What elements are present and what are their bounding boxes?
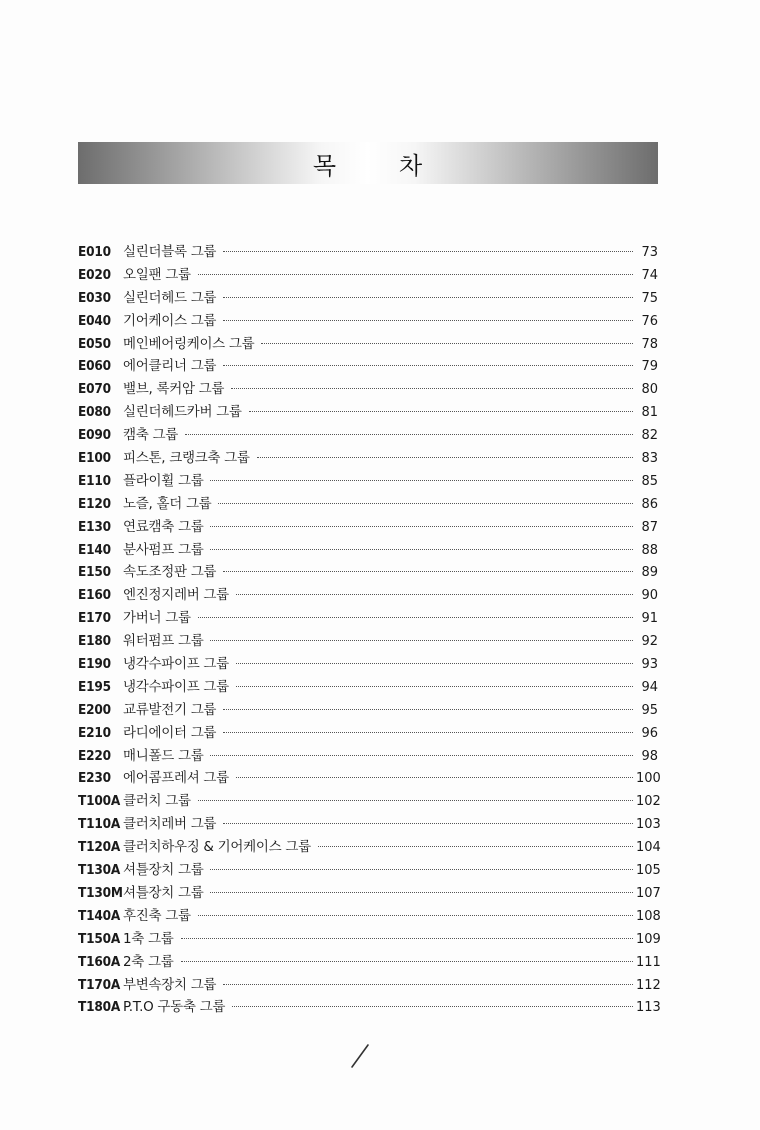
toc-entry[interactable] [78,996,661,1019]
toc-entry-code: E030 [78,289,111,306]
dot-leader [257,457,633,458]
toc-entry-code: T160A [78,953,121,970]
dot-leader [181,938,633,939]
pen-mark [348,1043,372,1069]
toc-entry-code: E160 [78,587,111,604]
toc-entry-code: E070 [78,381,111,398]
toc-entry-code: E140 [78,541,111,558]
toc-entry-title: 플라이휠 그룹 [123,472,204,489]
toc-entry-title: 실린더헤드카버 그룹 [123,404,242,421]
toc-entry-page-number: 109 [636,931,661,947]
toc-entry-page-number: 95 [641,702,658,718]
toc-entry-page-number: 111 [636,954,661,970]
toc-entry[interactable] [78,882,661,905]
toc-entry-page-number: 93 [641,657,658,673]
toc-entry-page-number: 87 [641,519,658,535]
toc-entry-code: E130 [78,518,111,535]
dot-leader [223,571,633,572]
toc-entry[interactable] [78,561,658,584]
toc-entry[interactable] [78,745,658,768]
toc-entry-title: 부변속장치 그룹 [123,976,217,993]
toc-entry-code: E195 [78,678,111,695]
toc-entry-page-number: 90 [641,588,658,604]
dot-leader [232,1006,633,1007]
toc-entry[interactable] [78,905,661,928]
page-title-char-2: 차 [399,151,424,180]
dot-leader [223,732,633,733]
toc-entry-page-number: 102 [636,794,661,810]
toc-entry-title: 메인베어링케이스 그룹 [123,335,255,352]
toc-entry-page-number: 108 [636,908,661,924]
toc-entry-title: 가버너 그룹 [123,610,191,627]
toc-entry-code: T130M [78,884,123,901]
toc-entry[interactable] [78,722,658,745]
toc-entry-title: 냉각수파이프 그룹 [123,678,229,695]
toc-entry[interactable] [78,630,658,653]
toc-entry[interactable] [78,951,661,974]
dot-leader [261,343,633,344]
toc-entry-page-number: 78 [641,336,658,352]
toc-entry-code: E230 [78,770,111,787]
dot-leader [223,984,633,985]
dot-leader [198,617,633,618]
toc-entry-title: 매니폴드 그룹 [123,747,204,764]
toc-entry-title: 엔진정지레버 그룹 [123,587,229,604]
toc-entry[interactable] [78,310,658,333]
toc-entry-page-number: 107 [636,885,661,901]
toc-entry-code: E150 [78,564,111,581]
toc-entry[interactable] [78,539,658,562]
toc-entry-page-number: 88 [641,542,658,558]
toc-entry-code: T150A [78,930,121,947]
toc-entry-code: E080 [78,404,111,421]
toc-entry-title: 에어콤프레셔 그룹 [123,770,229,787]
toc-entry-title: 에어클리너 그룹 [123,358,217,375]
toc-entry[interactable] [78,516,658,539]
toc-entry-page-number: 96 [641,725,658,741]
toc-entry-code: E200 [78,701,111,718]
toc-entry-code: E210 [78,724,111,741]
toc-entry-page-number: 91 [641,611,658,627]
toc-entry-title: 냉각수파이프 그룹 [123,656,229,673]
toc-entry[interactable] [78,699,658,722]
page-title [78,142,658,184]
toc-entry-title: 클러치 그룹 [123,793,191,810]
toc-entry-code: E050 [78,335,111,352]
toc-entry-page-number: 79 [641,359,658,375]
toc-entry[interactable] [78,333,658,356]
toc-entry-code: E060 [78,358,111,375]
dot-leader [236,594,633,595]
toc-entry-page-number: 83 [641,451,658,467]
toc-entry-page-number: 89 [641,565,658,581]
dot-leader [210,526,633,527]
toc-entry[interactable] [78,493,658,516]
dot-leader [223,709,633,710]
toc-entry-code: E110 [78,472,111,489]
toc-entry-code: T130A [78,862,121,879]
toc-entry-page-number: 85 [641,473,658,489]
toc-entry-code: E020 [78,266,111,283]
toc-entry-page-number: 112 [636,977,661,993]
toc-entry-code: E180 [78,633,111,650]
dot-leader [198,274,633,275]
toc-entry[interactable] [78,378,658,401]
toc-entry-code: E040 [78,312,111,329]
dot-leader [223,823,633,824]
toc-entry[interactable] [78,447,658,470]
toc-entry-title: 속도조정판 그룹 [123,564,217,581]
toc-entry-title: 오일팬 그룹 [123,266,191,283]
toc-entry[interactable] [78,287,658,310]
toc-entry-page-number: 74 [641,267,658,283]
toc-entry[interactable] [78,813,661,836]
toc-entry-title: 셔틀장치 그룹 [123,862,204,879]
toc-entry-title: P.T.O 구동축 그룹 [123,999,226,1016]
toc-entry-page-number: 81 [641,405,658,421]
toc-entry-code: E220 [78,747,111,764]
toc-entry[interactable] [78,928,661,951]
toc-entry-page-number: 105 [636,863,661,879]
toc-entry-title: 후진축 그룹 [123,907,191,924]
toc-entry-code: T100A [78,793,121,810]
toc-entry-code: T140A [78,907,121,924]
toc-entry[interactable] [78,676,658,699]
toc-entry[interactable] [78,355,658,378]
toc-entry-code: E090 [78,427,111,444]
toc-entry[interactable] [78,836,661,859]
toc-entry-page-number: 98 [641,748,658,764]
toc-entry-title: 연료캠축 그룹 [123,518,204,535]
toc-entry-title: 실린더헤드 그룹 [123,289,217,306]
toc-entry-page-number: 75 [641,290,658,306]
toc-entry-page-number: 73 [641,245,658,260]
dot-leader [210,480,633,481]
toc-entry[interactable] [78,859,661,882]
dot-leader [181,961,633,962]
toc-entry-code: E010 [78,244,111,260]
toc-entry-title: 밸브, 록커암 그룹 [123,381,225,398]
dot-leader [318,846,633,847]
dot-leader [223,251,633,252]
page-title-char-1: 목 [312,151,337,180]
toc-entry-title: 기어케이스 그룹 [123,312,217,329]
dot-leader [223,365,633,366]
dot-leader [185,434,633,435]
toc-entry-title: 캠축 그룹 [123,427,178,444]
toc-entry-page-number: 86 [641,496,658,512]
dot-leader [223,320,633,321]
dot-leader [210,549,633,550]
toc-entry[interactable] [78,974,661,997]
toc-entry-title: 워터펌프 그룹 [123,633,204,650]
toc-entry-code: T120A [78,839,121,856]
toc-entry-code: E120 [78,495,111,512]
toc-entry-title: 라디에이터 그룹 [123,724,217,741]
dot-leader [210,755,633,756]
toc-entry[interactable] [78,424,658,447]
toc-entry-title: 클러치레버 그룹 [123,816,217,833]
toc-entry-code: T170A [78,976,121,993]
toc-entry[interactable] [78,607,658,630]
dot-leader [236,686,633,687]
dot-leader [231,388,633,389]
toc-entry[interactable] [78,790,661,813]
toc-entry[interactable] [78,767,661,790]
toc-entry-code: E100 [78,450,111,467]
dot-leader [218,503,633,504]
toc-entry-page-number: 104 [636,840,661,856]
toc-entry-page-number: 76 [641,313,658,329]
toc-entry-title: 실린더블록 그룹 [123,244,217,260]
toc-entry[interactable] [78,401,658,424]
toc-entry[interactable] [78,470,658,493]
toc-entry-page-number: 113 [636,1000,661,1016]
toc-entry[interactable] [78,653,658,676]
dot-leader [210,640,633,641]
toc-entry-code: T180A [78,999,121,1016]
toc-entry[interactable] [78,264,658,287]
toc-entry-page-number: 80 [641,382,658,398]
toc-entry[interactable] [78,584,658,607]
dot-leader [236,663,633,664]
dot-leader [198,915,633,916]
title-banner [78,142,658,184]
toc-entry-code: T110A [78,816,121,833]
toc-entry-page-number: 103 [636,817,661,833]
toc-entry-page-number: 100 [636,771,661,787]
toc-entry-title: 교류발전기 그룹 [123,701,217,718]
dot-leader [198,800,633,801]
dot-leader [236,777,633,778]
toc-entry[interactable] [78,241,658,264]
toc-entry-title: 1축 그룹 [123,930,174,947]
toc-entry-page-number: 94 [641,679,658,695]
toc-entry-title: 피스톤, 크랭크축 그룹 [123,450,250,467]
toc-entry-code: E170 [78,610,111,627]
dot-leader [210,892,633,893]
toc-entry-title: 셔틀장치 그룹 [123,884,204,901]
dot-leader [249,411,633,412]
toc-entry-code: E190 [78,656,111,673]
table-of-contents [78,241,661,1019]
toc-entry-title: 2축 그룹 [123,953,174,970]
toc-entry-page-number: 82 [641,428,658,444]
toc-entry-title: 분사펌프 그룹 [123,541,204,558]
dot-leader [210,869,633,870]
toc-entry-title: 클러치하우징 & 기어케이스 그룹 [123,839,311,856]
dot-leader [223,297,633,298]
toc-entry-page-number: 92 [641,634,658,650]
toc-entry-title: 노즐, 홀더 그룹 [123,495,212,512]
